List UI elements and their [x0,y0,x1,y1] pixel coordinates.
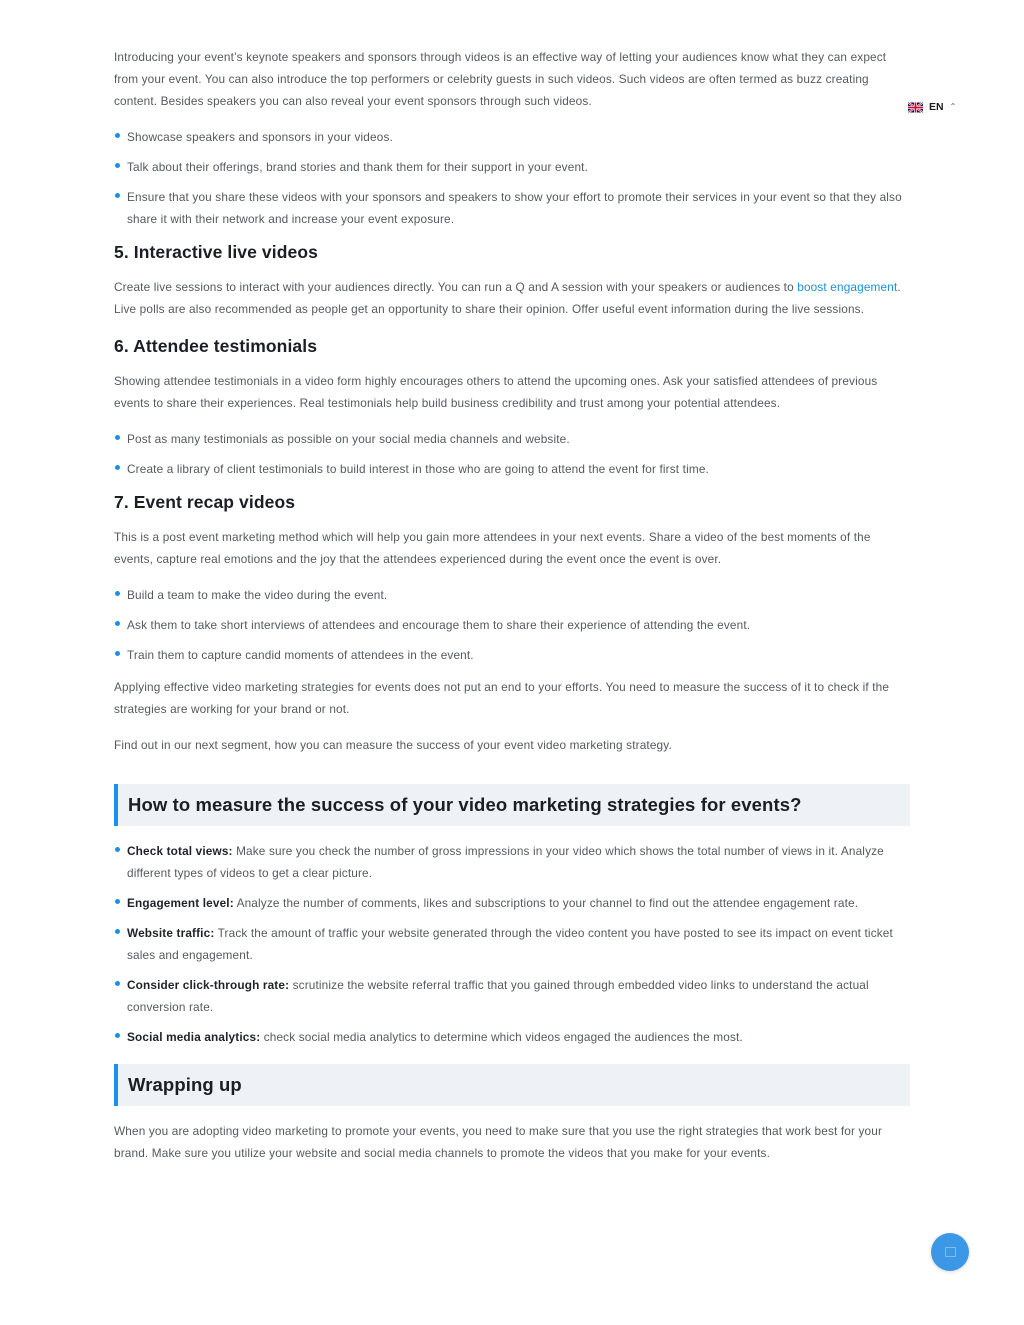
list-item-text: Ask them to take short interviews of attendees and encourage them to share their experience of attending the event. [127,618,751,632]
list-item-label: Check total views: [127,844,233,858]
list-item-text: Make sure you check the number of gross impressions in your video which shows the total number of views in it. Analyze different types of videos to get a clear picture. [127,844,884,880]
list-item [114,126,910,148]
bullet-dot [115,163,120,168]
list-item [114,644,910,666]
section7-paragraph: This is a post event marketing method which will help you gain more attendees in your next events. Share a video of the best moments of the events, capture real emotions and the joy that the attendees experienced during the event once the event is over. [114,530,871,566]
chat-button[interactable] [931,1233,969,1271]
list-item-text: Create a library of client testimonials to build interest in those who are going to attend the event for first time. [127,462,709,476]
list-item [114,584,910,606]
section7-bullet-list [114,584,910,666]
section5-paragraph [114,276,910,320]
section-heading-wrapping-up: Wrapping up [114,1064,910,1106]
chat-icon [945,1247,956,1257]
list-item-text: Analyze the number of comments, likes and subscriptions to your channel to find out the attendee engagement rate. [233,896,859,910]
language-code: EN [929,101,944,113]
paragraph-text: . Live polls are also recommended as people get an opportunity to share their opinion. Offer useful event information during the live sessions. [114,280,901,316]
list-item [114,840,910,884]
section7-closing-paragraph: Applying effective video marketing strategies for events does not put an end to your efforts. You need to measure the success of it to check if the strategies are working for your brand or not. [114,680,890,716]
section-heading-measure-success: How to measure the success of your video marketing strategies for events? [114,784,910,826]
list-item [114,1026,910,1048]
bullet-dot [115,1033,120,1038]
list-item-text: Track the amount of traffic your website generated through the video content you have posted to see its impact on event ticket sales and engagement. [127,926,893,962]
list-item-label: Social media analytics: [127,1030,261,1044]
list-item-text: Post as many testimonials as possible on your social media channels and website. [127,432,570,446]
list-item-text: Showcase speakers and sponsors in your videos. [127,130,393,144]
list-item-text: Talk about their offerings, brand stories and thank them for their support in your event. [127,160,589,174]
list-item-label: Website traffic: [127,926,215,940]
chevron-up-icon: ⌃ [949,102,957,111]
list-item [114,614,910,636]
section6-bullet-list [114,428,910,480]
bullet-dot [115,133,120,138]
measure-bullet-list [114,840,910,1048]
list-item-text: Build a team to make the video during the event. [127,588,388,602]
list-item-text: Ensure that you share these videos with your sponsors and speakers to show your effort to promote their services in your event so that they also share it with their network and increase your event exposure. [127,190,902,226]
section-heading-event-recap-videos: 7. Event recap videos [114,492,296,512]
intro-paragraph: Introducing your event’s keynote speakers and sponsors through videos is an effective way of letting your audiences know what they can expect from your event. You can also introduce the top performers or celebrity guests in such videos. Such videos are often termed as buzz creating content. Besides speakers you can also reveal your event sponsors through such videos. [114,50,887,108]
bullet-dot [115,899,120,904]
article-body [114,46,910,1178]
list-item-text: Train them to capture candid moments of attendees in the event. [127,648,474,662]
bullet-dot [115,465,120,470]
bullet-dot [115,621,120,626]
bullet-dot [115,981,120,986]
paragraph-text: Create live sessions to interact with your audiences directly. You can run a Q and A session with your speakers or audiences to [114,280,798,294]
list-item [114,156,910,178]
list-item [114,974,910,1018]
bullet-dot [115,651,120,656]
bullet-dot [115,929,120,934]
list-item [114,186,910,230]
bullet-dot [115,847,120,852]
language-selector[interactable] [908,100,956,114]
bullet-dot [115,435,120,440]
list-item-text: scrutinize the website referral traffic that you gained through embedded video links to understand the actual conversion rate. [127,978,869,1014]
section-heading-attendee-testimonials: 6. Attendee testimonials [114,336,318,356]
bullet-dot [115,193,120,198]
list-item-label: Engagement level: [127,896,234,910]
section6-paragraph: Showing attendee testimonials in a video form highly encourages others to attend the upcoming ones. Ask your satisfied attendees of previous events to share their experiences. Real testimonials help build business credibility and trust among your potential attendees. [114,374,878,410]
section-heading-interactive-live-videos: 5. Interactive live videos [114,242,318,262]
list-item [114,428,910,450]
list-item [114,458,910,480]
boost-engagement-link[interactable]: boost engagement [797,280,898,294]
list-item-label: Consider click-through rate: [127,978,290,992]
list-item [114,892,910,914]
list-item-text: check social media analytics to determine which videos engaged the audiences the most. [260,1030,743,1044]
intro-bullet-list [114,126,910,230]
list-item [114,922,910,966]
uk-flag-icon [908,102,923,113]
section7-next-segment-paragraph: Find out in our next segment, how you can measure the success of your event video marketing strategy. [114,738,672,752]
bullet-dot [115,591,120,596]
wrap-up-paragraph: When you are adopting video marketing to promote your events, you need to make sure that you use the right strategies that work best for your brand. Make sure you utilize your website and social media channels to promote the videos that you make for your events. [114,1124,883,1160]
